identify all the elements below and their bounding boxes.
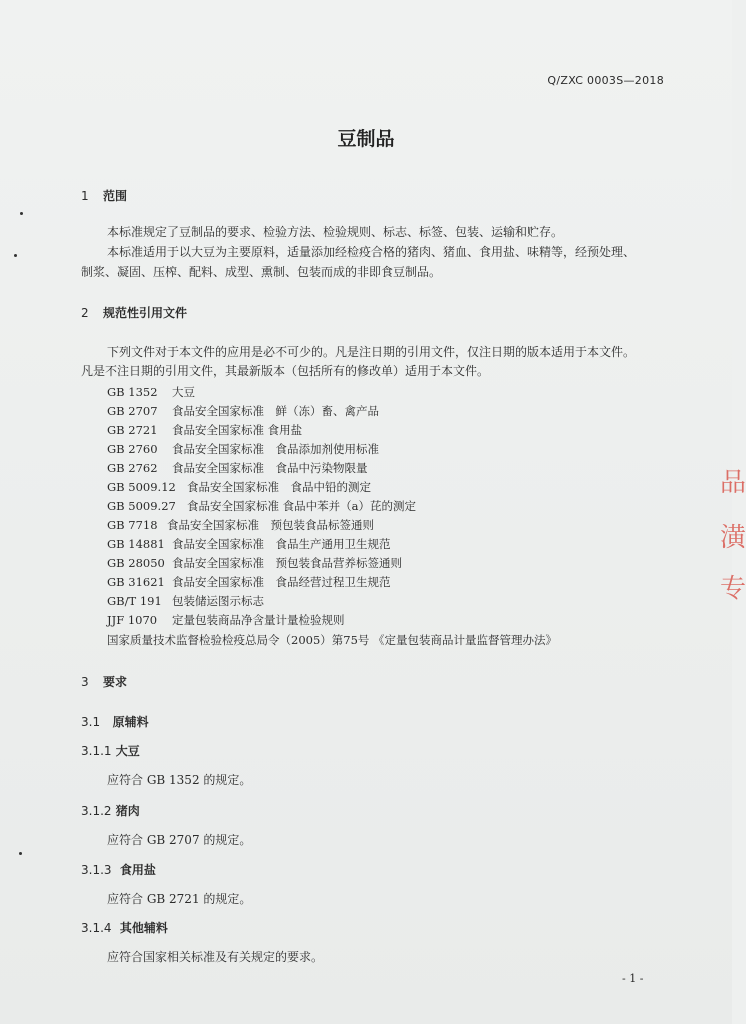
section-number: 2 [81, 306, 89, 320]
reference-item [107, 516, 374, 535]
reference-code: GB 31621 [107, 575, 165, 589]
seal-stamp-char: 潢 [719, 523, 746, 553]
reference-title: 食品安全国家标准 食品中苯并（a）芘的测定 [187, 499, 417, 513]
reference-code: GB 2760 [107, 442, 158, 456]
reference-code: GB 14881 [107, 537, 165, 551]
subsection-3-1-heading [81, 713, 149, 730]
scan-speck [20, 212, 23, 215]
reference-item [107, 383, 195, 402]
reference-item [107, 573, 391, 592]
subsection-number: 3.1 [81, 715, 101, 729]
refs-intro-line-1: 下列文件对于本文件的应用是必不可少的。凡是注日期的引用文件，仅注日期的版本适用于本文件。 [107, 345, 636, 359]
reference-code: GB 28050 [107, 556, 165, 570]
reference-item [107, 631, 557, 650]
scan-speck [19, 852, 22, 855]
reference-title: 食品安全国家标准 食品中污染物限量 [172, 461, 368, 475]
scope-paragraph-2-line-2: 制浆、凝固、压榨、配料、成型、熏制、包装而成的非即食豆制品。 [81, 265, 442, 279]
reference-code: GB 1352 [107, 385, 158, 399]
reference-title: 食品安全国家标准 预包装食品标签通则 [167, 518, 374, 532]
reference-title: 食品安全国家标准 鲜（冻）畜、禽产品 [172, 404, 379, 418]
subsection-number: 3.1.1 [81, 744, 112, 758]
section-3-heading [81, 673, 127, 690]
subsection-3-1-1-heading [81, 742, 140, 759]
reference-item [107, 535, 391, 554]
subsection-3-1-2-heading [81, 802, 140, 819]
reference-code: GB/T 191 [107, 594, 162, 608]
section-title: 范围 [103, 189, 128, 203]
section-2-heading [81, 304, 187, 321]
reference-title: 国家质量技术监督检验检疫总局令（2005）第75号 《定量包装商品计量监督管理办法》 [107, 633, 558, 647]
reference-code: GB 2707 [107, 404, 158, 418]
reference-item [107, 497, 416, 516]
document-number: Q/ZXC 0003S—2018 [547, 74, 664, 87]
reference-item [107, 592, 264, 611]
scope-paragraph-2-line-1: 本标准适用于以大豆为主要原料，适量添加经检疫合格的猪肉、猪血、食用盐、味精等，经预处理、 [107, 245, 636, 259]
refs-intro-line-2: 凡是不注日期的引用文件，其最新版本（包括所有的修改单）适用于本文件。 [81, 364, 490, 378]
reference-title: 大豆 [172, 385, 195, 399]
seal-stamp-char: 品 [719, 468, 746, 498]
subsection-title: 猪肉 [115, 804, 140, 818]
subsection-number: 3.1.2 [81, 804, 112, 818]
reference-title: 定量包装商品净含量计量检验规则 [172, 613, 345, 627]
subsection-title: 大豆 [115, 744, 140, 758]
reference-code: GB 5009.12 [107, 480, 176, 494]
reference-title: 食品安全国家标准 食品中铅的测定 [187, 480, 371, 494]
reference-title: 食品安全国家标准 食品生产通用卫生规范 [172, 537, 391, 551]
subsection-number: 3.1.3 [81, 863, 112, 877]
subsection-number: 3.1.4 [81, 921, 112, 935]
subsection-title: 食用盐 [119, 863, 156, 877]
requirement-text: 应符合国家相关标准及有关规定的要求。 [107, 950, 324, 964]
reference-item [107, 459, 368, 478]
seal-stamp-char: 专 [719, 574, 746, 604]
reference-item [107, 554, 402, 573]
reference-code: GB 5009.27 [107, 499, 176, 513]
reference-title: 食品安全国家标准 食品经营过程卫生规范 [172, 575, 391, 589]
reference-code: GB 7718 [107, 518, 158, 532]
reference-code: GB 2721 [107, 423, 158, 437]
page-number: - 1 - [622, 972, 644, 985]
reference-item [107, 440, 379, 459]
reference-title: 食品安全国家标准 食用盐 [172, 423, 303, 437]
reference-item [107, 478, 371, 497]
requirement-text: 应符合 GB 1352 的规定。 [107, 773, 252, 787]
subsection-3-1-4-heading [81, 919, 168, 936]
scope-paragraph-1: 本标准规定了豆制品的要求、检验方法、检验规则、标志、标签、包装、运输和贮存。 [107, 225, 564, 239]
section-number: 3 [81, 675, 89, 689]
reference-title: 食品安全国家标准 预包装食品营养标签通则 [172, 556, 402, 570]
section-number: 1 [81, 189, 89, 203]
section-title: 规范性引用文件 [103, 306, 188, 320]
reference-code: JJF 1070 [107, 613, 158, 627]
reference-item [107, 421, 302, 440]
subsection-title: 原辅料 [112, 715, 149, 729]
reference-code: GB 2762 [107, 461, 158, 475]
section-title: 要求 [103, 675, 128, 689]
requirement-text: 应符合 GB 2721 的规定。 [107, 892, 252, 906]
section-1-heading [81, 187, 127, 204]
reference-item [107, 402, 379, 421]
subsection-3-1-3-heading [81, 861, 156, 878]
subsection-title: 其他辅料 [119, 921, 168, 935]
scan-speck [14, 254, 17, 257]
document-title: 豆制品 [337, 128, 395, 150]
reference-title: 食品安全国家标准 食品添加剂使用标准 [172, 442, 379, 456]
requirement-text: 应符合 GB 2707 的规定。 [107, 833, 252, 847]
reference-item [107, 611, 345, 630]
reference-title: 包装储运图示标志 [172, 594, 264, 608]
